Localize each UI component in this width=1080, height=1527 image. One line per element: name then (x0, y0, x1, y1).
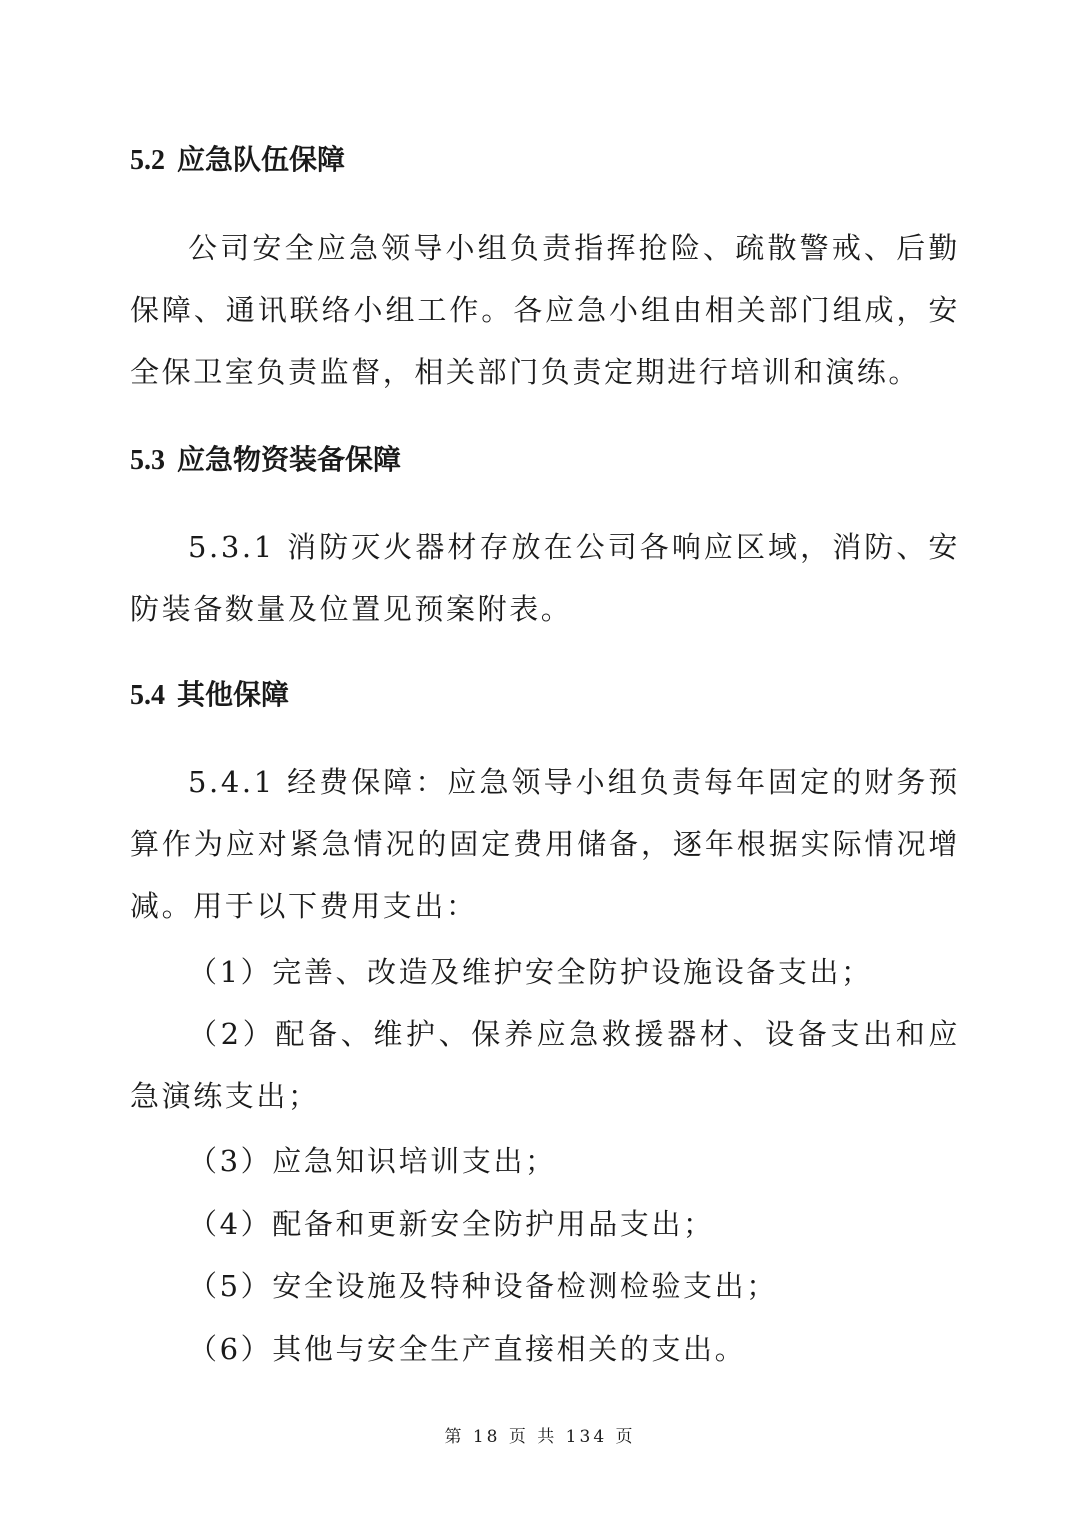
list-item: （1）完善、改造及维护安全防护设施设备支出； (188, 955, 873, 989)
list-item: （2）配备、维护、保养应急救援器材、设备支出和应急演练支出； (130, 1017, 960, 1113)
page-footer: 第 18 页 共 134 页 (444, 1427, 636, 1447)
section-number: 5.2 (130, 145, 165, 176)
list-item: （4）配备和更新安全防护用品支出； (188, 1207, 715, 1241)
list-item: （6）其他与安全生产直接相关的支出。 (188, 1332, 747, 1366)
section-body-5-3-1: 5.3.1 消防灭火器材存放在公司各响应区域，消防、安防装备数量及位置见预案附表。 (130, 530, 960, 626)
section-heading-5-2 (130, 140, 345, 181)
section-body-5-2: 公司安全应急领导小组负责指挥抢险、疏散警戒、后勤保障、通讯联络小组工作。各应急小组由相关部门组成，安全保卫室负责监督，相关部门负责定期进行培训和演练。 (130, 231, 960, 389)
section-body-5-4-1: 5.4.1 经费保障：应急领导小组负责每年固定的财务预算作为应对紧急情况的固定费用储备，逐年根据实际情况增减。用于以下费用支出： (130, 765, 960, 923)
section-heading-5-3 (130, 440, 401, 481)
section-heading-5-4 (130, 675, 289, 716)
section-title: 其他保障 (177, 678, 290, 711)
section-number: 5.4 (130, 680, 165, 711)
section-title: 应急物资装备保障 (177, 443, 402, 476)
list-item: （3）应急知识培训支出； (188, 1144, 557, 1178)
section-number: 5.3 (130, 445, 165, 476)
list-item: （5）安全设施及特种设备检测检验支出； (188, 1269, 778, 1303)
section-title: 应急队伍保障 (177, 143, 346, 176)
